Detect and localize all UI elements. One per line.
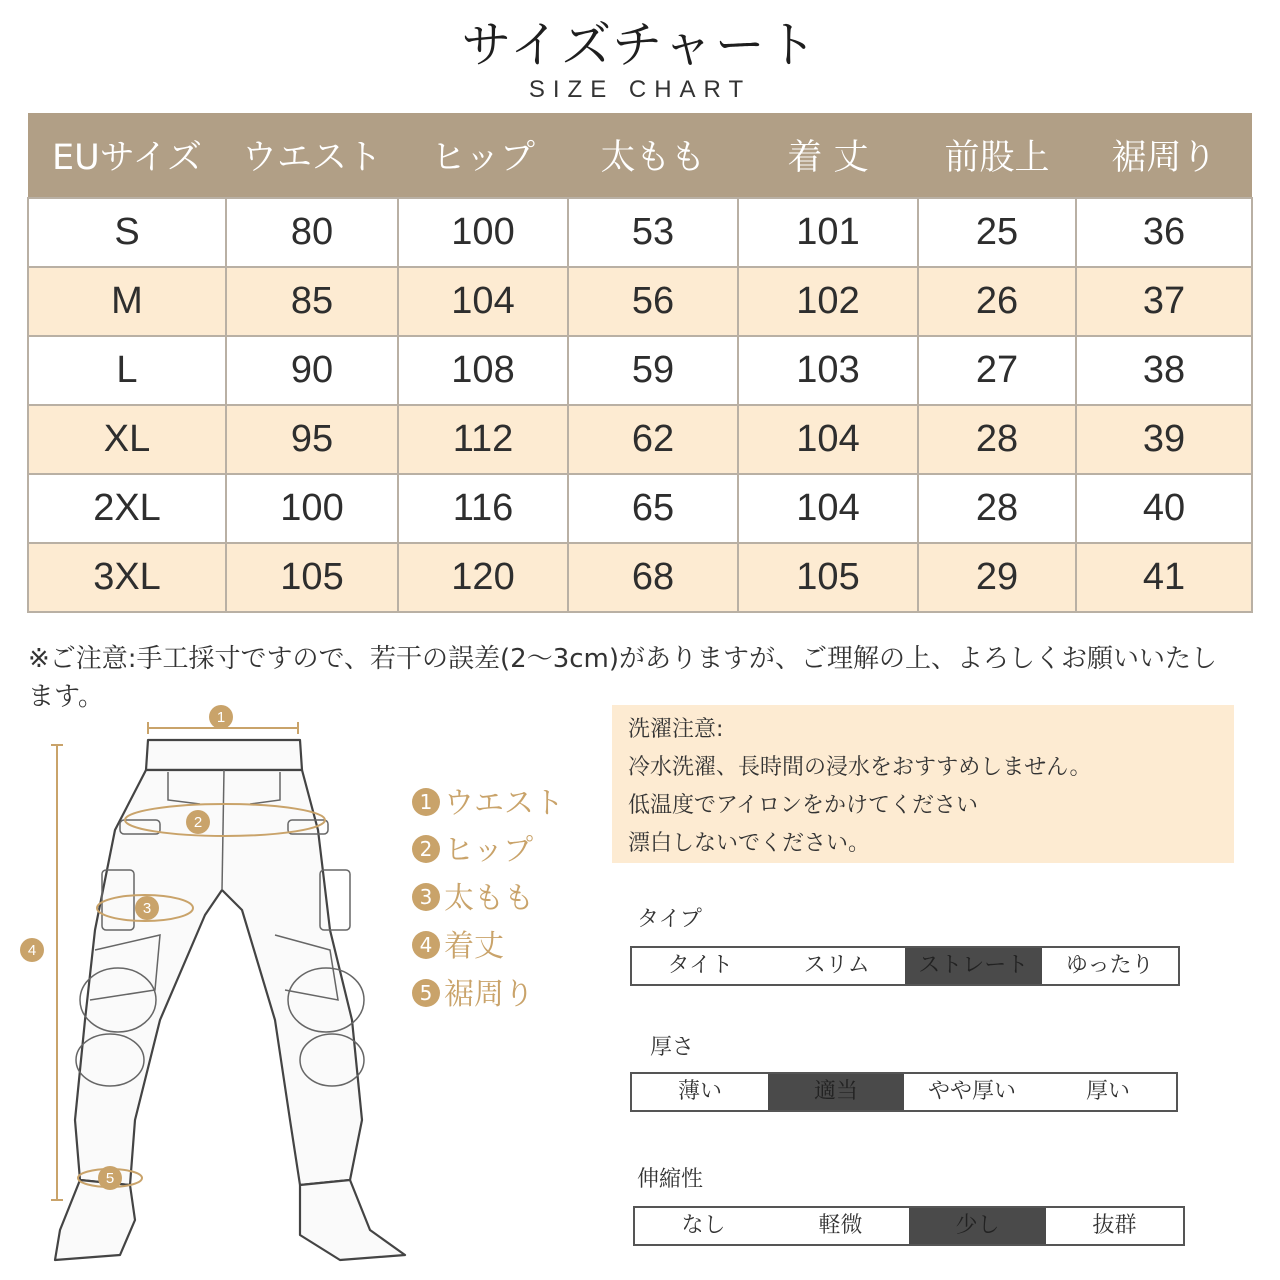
table-cell: 37 — [1076, 267, 1252, 336]
table-cell: 108 — [398, 336, 568, 405]
table-cell: 105 — [226, 543, 398, 612]
care-line: 漂白しないでください。 — [628, 831, 871, 856]
table-cell: 53 — [568, 198, 738, 267]
marker-2-label: 2 — [193, 814, 203, 831]
legend-number: 2 — [412, 835, 440, 863]
scale-option: ゆったり — [1065, 953, 1154, 978]
pants-body — [75, 770, 362, 1185]
stretch-scale-label: 伸縮性 — [637, 1167, 704, 1192]
type-scale — [630, 946, 1180, 986]
table-cell: 25 — [918, 198, 1076, 267]
size-table — [27, 113, 1253, 613]
scale-option: 薄い — [677, 1079, 722, 1104]
scale-option: スリム — [803, 953, 870, 978]
thickness-scale — [630, 1072, 1178, 1112]
pants-left-boot — [55, 1180, 135, 1260]
legend-number: 5 — [412, 979, 440, 1007]
scale-option-selected: 適当 — [768, 1074, 904, 1110]
column-header: 太もも — [568, 113, 738, 198]
scale-option: なし — [681, 1213, 726, 1238]
table-cell: 56 — [568, 267, 738, 336]
legend-number: 4 — [412, 931, 440, 959]
table-cell: 100 — [226, 474, 398, 543]
table-cell: 80 — [226, 198, 398, 267]
table-row — [28, 474, 1252, 543]
scale-option: 軽微 — [818, 1213, 863, 1238]
table-cell: 90 — [226, 336, 398, 405]
table-row — [28, 405, 1252, 474]
table-cell: 40 — [1076, 474, 1252, 543]
table-cell: 36 — [1076, 198, 1252, 267]
column-header: 前股上 — [918, 113, 1076, 198]
table-cell: 95 — [226, 405, 398, 474]
legend-item-hip — [412, 831, 612, 871]
table-row — [28, 336, 1252, 405]
table-cell: 59 — [568, 336, 738, 405]
legend-item-hem — [412, 975, 612, 1015]
table-cell: 101 — [738, 198, 918, 267]
table-cell: 68 — [568, 543, 738, 612]
table-cell: 65 — [568, 474, 738, 543]
table-cell: 104 — [398, 267, 568, 336]
table-cell: 105 — [738, 543, 918, 612]
page-subtitle: SIZE CHART — [528, 76, 752, 103]
legend-number: 3 — [412, 883, 440, 911]
legend-label: 裾周り — [444, 977, 534, 1012]
scale-option-selected: 少し — [909, 1208, 1046, 1244]
legend-label: 太もも — [444, 881, 534, 916]
table-cell: 2XL — [28, 474, 226, 543]
table-cell: 103 — [738, 336, 918, 405]
legend-item-waist — [412, 784, 612, 824]
table-cell: 102 — [738, 267, 918, 336]
thickness-scale-label: 厚さ — [650, 1035, 695, 1060]
legend-label: ウエスト — [444, 786, 564, 821]
table-cell: XL — [28, 405, 226, 474]
table-row — [28, 198, 1252, 267]
measurement-note: ※ご注意:手工採寸ですので、若干の誤差(2〜3cm)がありますが、ご理解の上、よろしくお願いいたします。 — [28, 644, 1218, 712]
table-cell: 120 — [398, 543, 568, 612]
care-instructions — [612, 705, 1234, 863]
table-cell: 104 — [738, 405, 918, 474]
table-cell: M — [28, 267, 226, 336]
care-title: 洗濯注意: — [628, 717, 724, 742]
pants-waistband — [146, 740, 302, 770]
legend-label: ヒップ — [444, 833, 534, 868]
column-header: ヒップ — [398, 113, 568, 198]
type-scale-label: タイプ — [637, 907, 702, 932]
care-line: 冷水洗濯、長時間の浸水をおすすめしません。 — [628, 755, 1092, 780]
care-line: 低温度でアイロンをかけてください — [628, 793, 979, 818]
table-header-row — [28, 113, 1252, 198]
table-cell: 27 — [918, 336, 1076, 405]
column-header: EUサイズ — [28, 113, 226, 198]
table-row — [28, 267, 1252, 336]
column-header: 着 丈 — [738, 113, 918, 198]
marker-1-label: 1 — [216, 709, 226, 726]
scale-option: やや厚い — [927, 1079, 1016, 1104]
table-cell: 38 — [1076, 336, 1252, 405]
table-cell: 116 — [398, 474, 568, 543]
legend-label: 着丈 — [444, 929, 504, 964]
scale-option: タイト — [667, 953, 734, 978]
pants-right-boot — [300, 1180, 405, 1260]
legend-item-thigh — [412, 879, 612, 919]
table-cell: 85 — [226, 267, 398, 336]
table-cell: L — [28, 336, 226, 405]
scale-option: 厚い — [1085, 1079, 1130, 1104]
table-cell: 29 — [918, 543, 1076, 612]
table-cell: 26 — [918, 267, 1076, 336]
legend-number: 1 — [412, 788, 440, 816]
table-cell: 28 — [918, 405, 1076, 474]
marker-4-label: 4 — [27, 942, 37, 959]
page-title: サイズチャート — [461, 16, 819, 74]
table-cell: 100 — [398, 198, 568, 267]
legend-item-length — [412, 927, 612, 967]
table-cell: 104 — [738, 474, 918, 543]
table-cell: 62 — [568, 405, 738, 474]
table-cell: 28 — [918, 474, 1076, 543]
column-header: ウエスト — [226, 113, 398, 198]
column-header: 裾周り — [1076, 113, 1252, 198]
scale-option: 抜群 — [1092, 1213, 1137, 1238]
table-cell: S — [28, 198, 226, 267]
table-cell: 41 — [1076, 543, 1252, 612]
stretch-scale — [633, 1206, 1185, 1246]
marker-3-label: 3 — [142, 900, 152, 917]
marker-5-label: 5 — [105, 1170, 115, 1187]
table-row — [28, 543, 1252, 612]
scale-option-selected: ストレート — [905, 948, 1042, 984]
table-cell: 39 — [1076, 405, 1252, 474]
table-cell: 112 — [398, 405, 568, 474]
table-cell: 3XL — [28, 543, 226, 612]
